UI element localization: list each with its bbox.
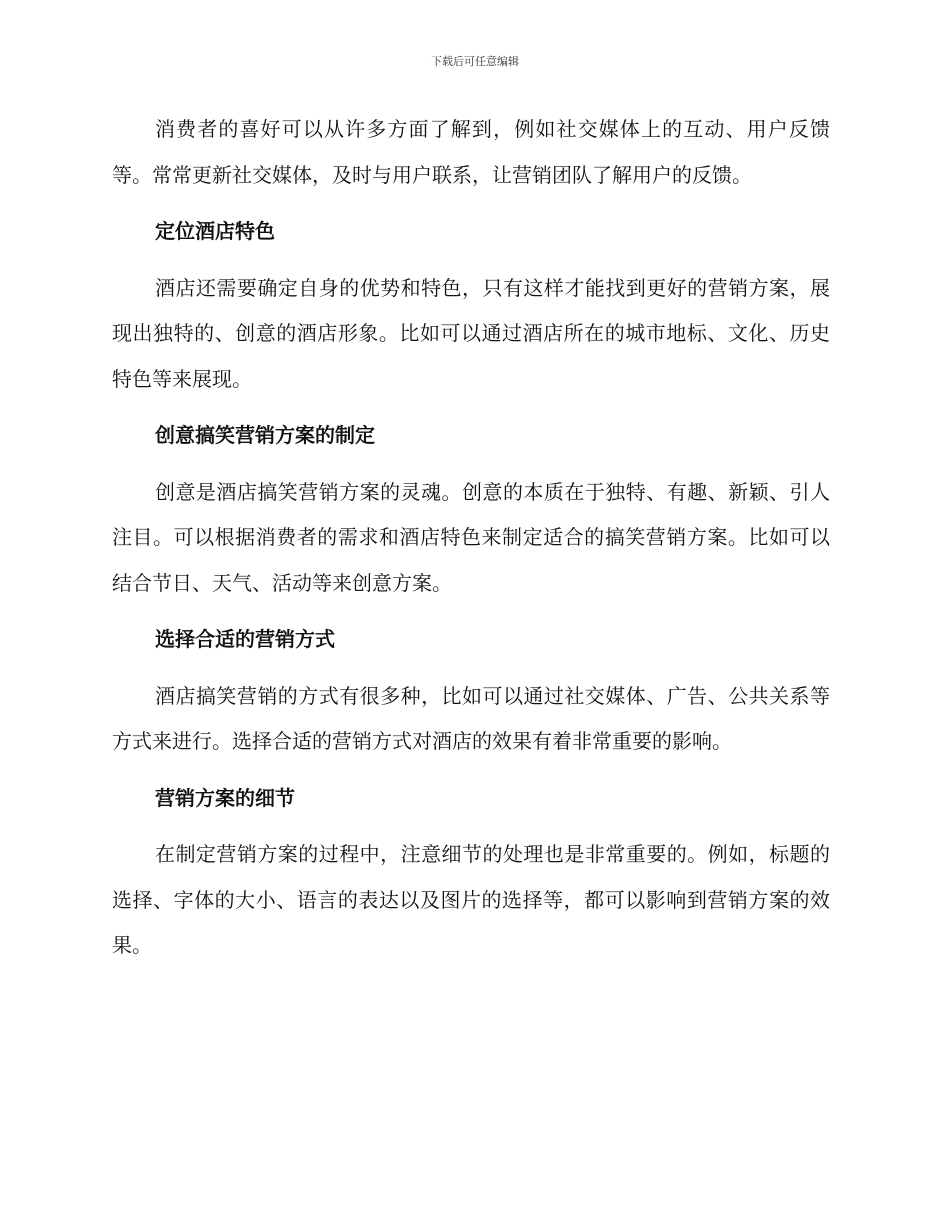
page-header: 下载后可任意编辑 bbox=[431, 55, 519, 68]
section-heading: 营销方案的细节 bbox=[155, 785, 295, 810]
body-paragraph: 消费者的喜好可以从许多方面了解到，例如社交媒体上的互动、用户反馈等。常常更新社交媒体，及时与用户联系，让营销团队了解用户的反馈。 bbox=[112, 117, 830, 187]
section-heading: 选择合适的营销方式 bbox=[155, 627, 335, 651]
body-paragraph: 酒店还需要确定自身的优势和特色，只有这样才能找到更好的营销方案，展现出独特的、创意的酒店形象。比如可以通过酒店所在的城市地标、文化、历史特色等来展现。 bbox=[112, 275, 830, 391]
section-heading: 创意搞笑营销方案的制定 bbox=[155, 423, 375, 447]
section-heading: 定位酒店特色 bbox=[155, 219, 275, 243]
body-paragraph: 创意是酒店搞笑营销方案的灵魂。创意的本质在于独特、有趣、新颖、引人注目。可以根据消费者的需求和酒店特色来制定适合的搞笑营销方案。比如可以结合节日、天气、活动等来创意方案。 bbox=[112, 479, 830, 595]
document-body bbox=[112, 107, 830, 980]
body-paragraph: 酒店搞笑营销的方式有很多种，比如可以通过社交媒体、广告、公共关系等方式来进行。选择合适的营销方式对酒店的效果有着非常重要的影响。 bbox=[112, 683, 830, 753]
body-paragraph: 在制定营销方案的过程中，注意细节的处理也是非常重要的。例如，标题的选择、字体的大小、语言的表达以及图片的选择等，都可以影响到营销方案的效果。 bbox=[112, 842, 830, 957]
